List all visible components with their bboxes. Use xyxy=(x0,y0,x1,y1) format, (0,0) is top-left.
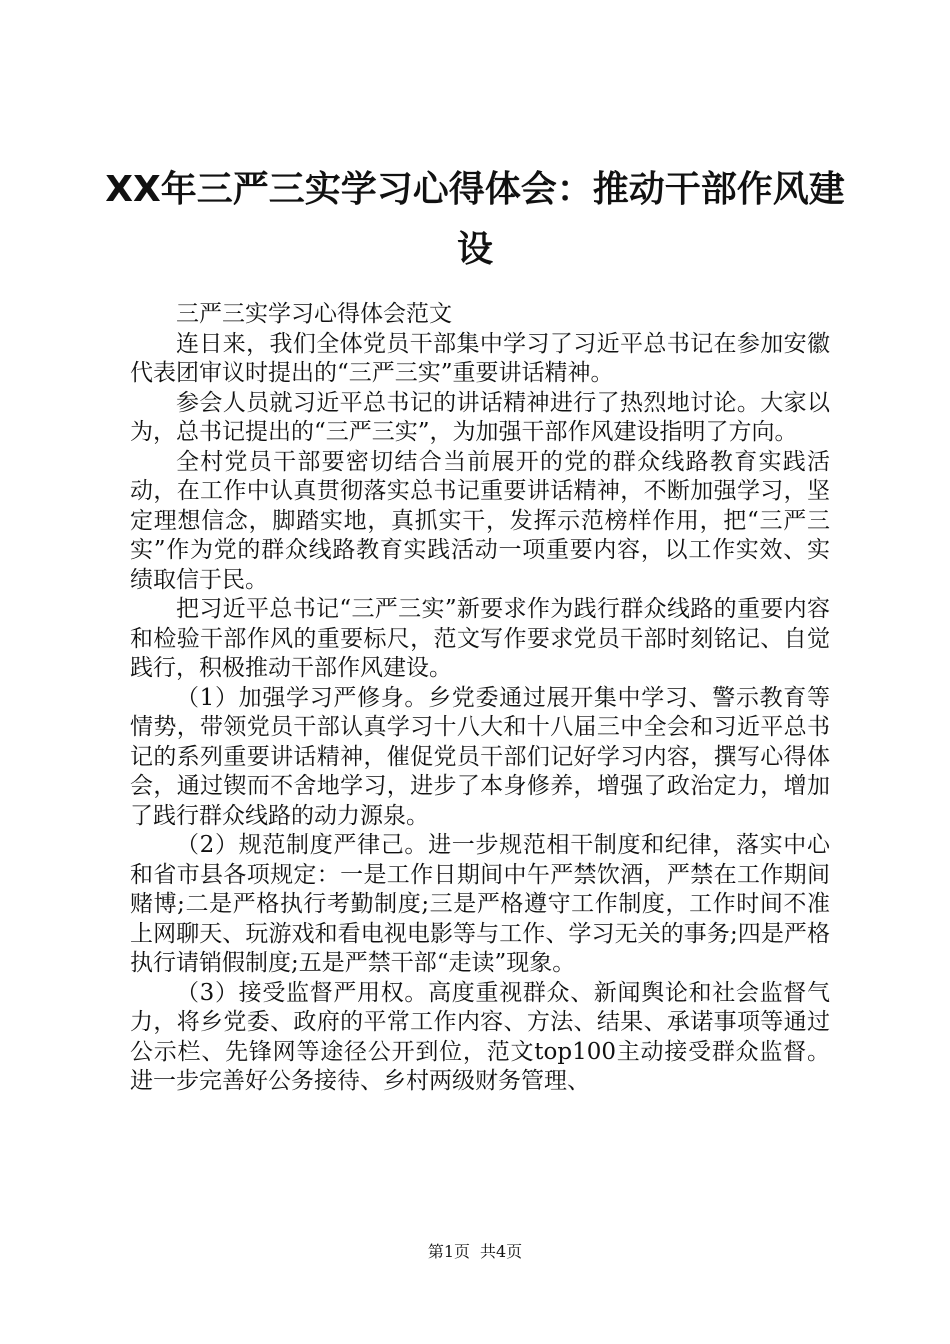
paragraph: （2）规范制度严律己。进一步规范相干制度和纪律，落实中心和省市县各项规定：一是工作日期间中午严禁饮酒，严禁在工作期间赌博;二是严格执行考勤制度;三是严格遵守工作制度，工作时间不准上网聊天、玩游戏和看电视电影等与工作、学习无关的事务;四是严格执行请销假制度;五是严禁干部“走读”现象。 xyxy=(130,832,830,976)
document-title: XX年三严三实学习心得体会：推动干部作风建设 xyxy=(105,169,845,270)
paragraph: 参会人员就习近平总书记的讲话精神进行了热烈地讨论。大家以为，总书记提出的“三严三实”，为加强干部作风建设指明了方向。 xyxy=(130,389,830,445)
page-total: 共4页 xyxy=(480,1242,523,1261)
paragraph: 全村党员干部要密切结合当前展开的党的群众线路教育实践活动，在工作中认真贯彻落实总书记重要讲话精神，不断加强学习，坚定理想信念，脚踏实地，真抓实干，发挥示范榜样作用，把“三严三实”作为党的群众线路教育实践活动一项重要内容，以工作实效、实绩取信于民。 xyxy=(130,448,830,593)
page-number: 第1页 xyxy=(427,1242,470,1261)
document-body xyxy=(130,300,830,1097)
paragraph: （1）加强学习严修身。乡党委通过展开集中学习、警示教育等情势，带领党员干部认真学习十八大和十八届三中全会和习近平总书记的系列重要讲话精神，催促党员干部们记好学习内容，撰写心得体会，通过锲而不舍地学习，进步了本身修养，增强了政治定力，增加了践行群众线路的动力源泉。 xyxy=(130,684,830,829)
paragraph-subtitle: 三严三实学习心得体会范文 xyxy=(176,301,452,327)
paragraph: （3）接受监督严用权。高度重视群众、新闻舆论和社会监督气力，将乡党委、政府的平常工作内容、方法、结果、承诺事项等通过公示栏、先锋网等途径公开到位，范文top100主动接受群众监督。进一步完善好公务接待、乡村两级财务管理、 xyxy=(130,979,830,1094)
page-footer xyxy=(0,1242,950,1262)
paragraph: 连日来，我们全体党员干部集中学习了习近平总书记在参加安徽代表团审议时提出的“三严三实”重要讲话精神。 xyxy=(130,330,830,386)
paragraph: 把习近平总书记“三严三实”新要求作为践行群众线路的重要内容和检验干部作风的重要标尺，范文写作要求党员干部时刻铭记、自觉践行，积极推动干部作风建设。 xyxy=(130,596,830,681)
